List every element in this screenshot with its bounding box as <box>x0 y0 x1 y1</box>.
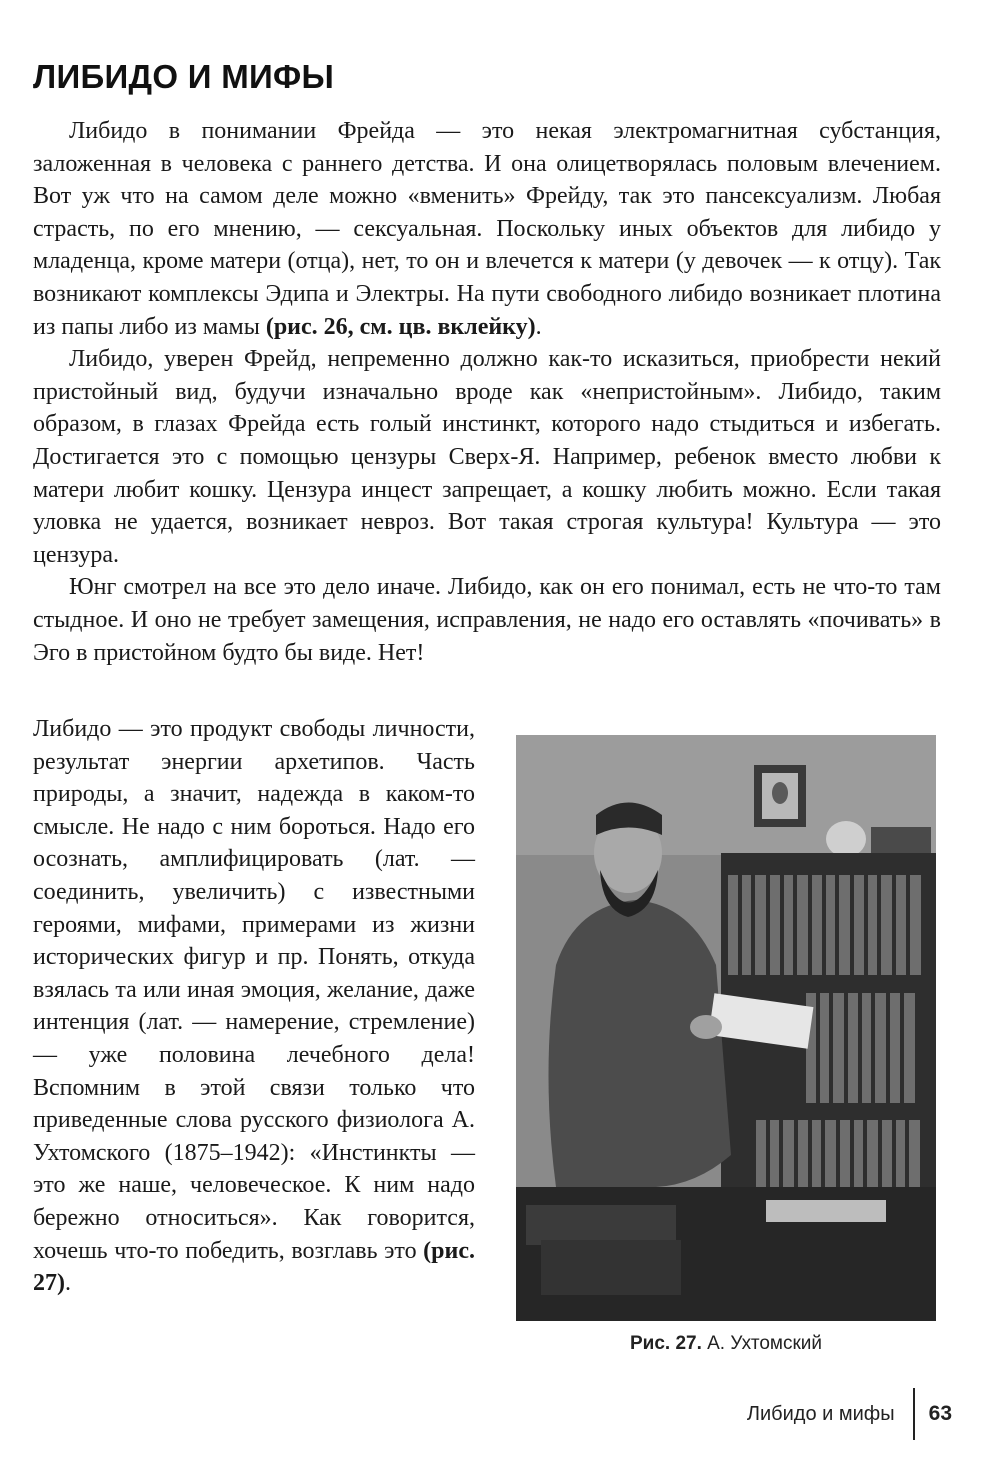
page-footer <box>747 1388 952 1440</box>
paragraph-text: Либидо — это продукт свободы личности, результат энергии архетипов. Часть природы, а значит, надежда в каком-то смысле. Не надо с ним бороться. Надо его осознать, амплифицировать (лат. — соединить, увеличить) с известными героями, мифами, примерами из жизни исторических фигур и пр. Понять, откуда взялась та или иная эмоция, желание, даже интенция (лат. — намерение, стремление) — уже половина лечебного дела! Вспомним в этой связи только что приведенные слова русского физиолога А. Ухтомского (1875–1942): «Инстинкты — это же наше, человеческое. К ним надо бережно относиться». Как говорится, хочешь что-то победить, возглавь это <box>33 716 475 1264</box>
paragraph <box>33 115 941 343</box>
figure-reference: (рис. 27) <box>33 1237 475 1297</box>
wrapped-column <box>33 713 475 1300</box>
paragraph-end: . <box>65 1270 71 1297</box>
page-title: ЛИБИДО И МИФЫ <box>33 58 335 95</box>
figure-number: Рис. 27. <box>629 1333 702 1354</box>
paragraph-text: Либидо в понимании Фрейда — это некая электромагнитная субстанция, заложенная в человека с раннего детства. И она олицетворялась половым влечением. Вот уж что на самом деле можно «вменить» Фрейду, так это пансексуализм. Любая страсть, по его мнению, — сексуальная. Поскольку иных объектов для либидо у младенца, кроме матери (отца), нет, то он и влечется к матери (у девочек — к отцу). Так возникают комплексы Эдипа и Электры. На пути свободного либидо возникает плотина из папы либо из мамы <box>33 118 941 340</box>
portrait-photo <box>516 735 936 1321</box>
article-body <box>33 115 941 669</box>
paragraph-end: . <box>535 313 542 340</box>
photo-illustration <box>516 735 936 1321</box>
figure-reference: (рис. 26, см. цв. вклейку) <box>265 313 536 340</box>
paragraph: Либидо, уверен Фрейд, непременно должно как-то исказиться, приобрести некий пристойный вид, будучи изначально вроде как «непристойным». Либидо, таким образом, в глазах Фрейда есть голый инстинкт, которого надо стыдиться и избегать. Достигается это с помощью цензуры Сверх-Я. Например, ребенок вместо любви к матери любит кошку. Цензура инцест запрещает, а кошку любить можно. Если такая уловка не удается, возникает невроз. Вот такая строгая культура! Культура — это цензура. <box>33 346 941 568</box>
figure-caption-text: А. Ухтомский <box>701 1333 823 1354</box>
paragraph: Юнг смотрел на все это дело иначе. Либидо, как он его понимал, есть не что-то там стыдное. И оно не требует замещения, исправления, не надо его оставлять «почивать» в Эго в пристойном будто бы виде. Нет! <box>33 574 941 666</box>
figure-caption <box>516 1333 936 1355</box>
footer-divider <box>913 1388 915 1440</box>
page-number: 63 <box>928 1402 952 1425</box>
running-title: Либидо и мифы <box>746 1402 895 1425</box>
paragraph <box>33 713 475 1300</box>
